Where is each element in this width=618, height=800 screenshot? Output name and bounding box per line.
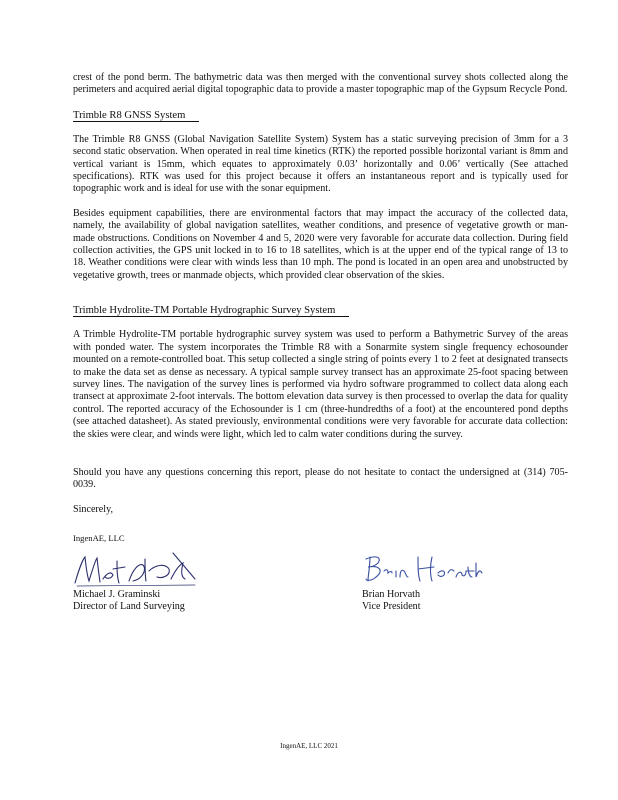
hydrolite-paragraph: A Trimble Hydrolite-TM portable hydrographic survey system was used to perform a Bathymetric Survey of the areas with ponded water. The system incorporates the Trimble R8 with a Sonarmite system single frequency echosounder mounted on a remote-controlled boat. This setup collected a single string of points every 1 to 2 feet at designated transects to make the data set as dense as necessary. A typical sample survey transect has an approximate 25-foot spacing between survey lines. The navigation of the survey lines is performed via hydro software programmed to collect data along each transect at approximate 2-foot intervals. The bottom elevation data survey is then processed to overlap the data for quality control. The reported accuracy of the Echosounder is 1 cm (three-hundredths of a foot) at the encountered pond depths (see attached datasheet). As stated previously, environmental conditions were very favorable for accurate data collection: the skies were clear, and winds were light, which led to calm water conditions during the survey. — [73, 329, 568, 440]
signatory-right-name: Brian Horvath — [362, 588, 421, 600]
signature-block — [73, 549, 568, 627]
closing-paragraph: Should you have any questions concerning this report, please do not hesitate to contact the undersigned at (314) 705-0039. — [73, 466, 568, 491]
page-footer: IngenAE, LLC 2021 — [280, 742, 338, 750]
heading-gnss — [73, 109, 568, 122]
salutation: Sincerely, — [73, 503, 113, 515]
signatory-left-name: Michael J. Graminski — [73, 588, 161, 600]
company-name: IngenAE, LLC — [73, 533, 125, 544]
signatory-right — [362, 549, 488, 614]
intro-paragraph: crest of the pond berm. The bathymetric data was then merged with the conventional survey shots collected along the perimeters and acquired aerial digital topographic data to provide a master topographic map of the Gypsum Recycle Pond. — [73, 72, 568, 96]
signature-graminski-image — [73, 549, 199, 589]
heading-gnss-text: Trimble R8 GNSS System — [73, 110, 199, 122]
heading-hydrolite-text: Trimble Hydrolite-TM Portable Hydrographic Survey System — [73, 305, 349, 317]
signature-horvath-image — [362, 549, 488, 589]
signatory-left-title: Director of Land Surveying — [73, 600, 185, 612]
heading-hydrolite — [73, 304, 568, 317]
letter-body — [73, 72, 568, 627]
signatory-right-title: Vice President — [362, 600, 421, 612]
signatory-left — [73, 549, 199, 614]
gnss-paragraph-2: Besides equipment capabilities, there are environmental factors that may impact the accuracy of the collected data, namely, the availability of global navigation satellites, weather conditions, and presence of vegetative growth or man-made obstructions. Conditions on November 4 and 5, 2020 were very favorable for accurate data collection. During field collection activities, the GPS unit locked in to 16 to 18 satellites, which is at the upper end of the typical range of 13 to 18. Weather conditions were clear with winds less than 10 mph. The pond is located in an open area and unobstructed by vegetative growth, trees or manmade objects, which provided clear observation of the skies. — [73, 207, 568, 281]
gnss-paragraph-1: The Trimble R8 GNSS (Global Navigation Satellite System) System has a static surveying precision of 3mm for a 3 second static observation. When operated in real time kinetics (RTK) the reported possible horizontal variant is 8mm and vertical variant is 15mm, which equates to approximately 0.03’ horizontally and 0.06’ vertically (See attached specifications). RTK was used for this project because it offers an instantaneous report and is typically used for topographic work and is ideal for use with the sonar equipment. — [73, 133, 568, 195]
